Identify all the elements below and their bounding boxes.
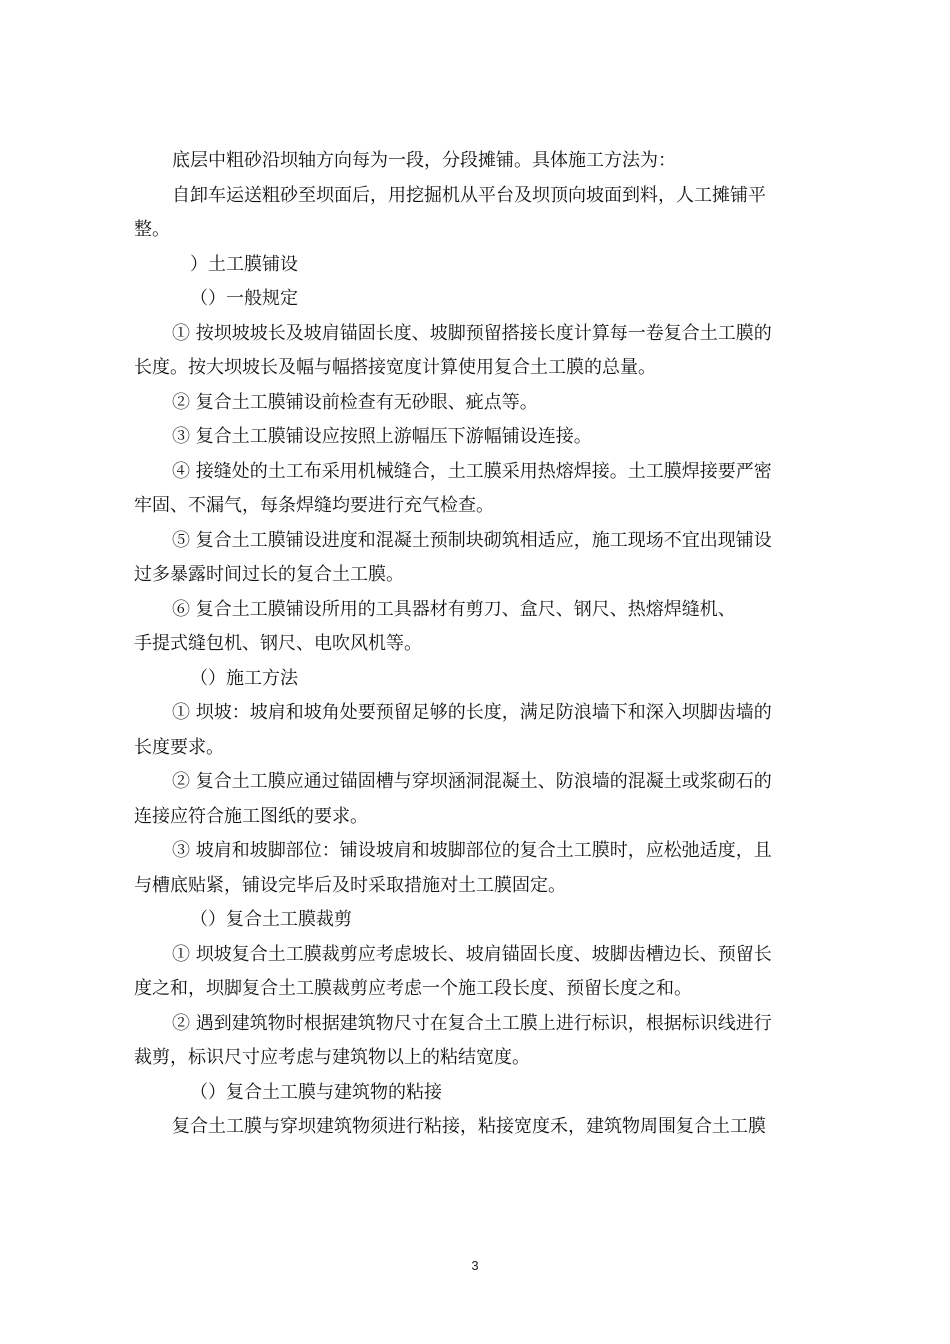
text-line: ② 复合土工膜铺设前检查有无砂眼、疵点等。 xyxy=(172,391,538,413)
text-line: ）土工膜铺设 xyxy=(190,253,298,275)
text-line: 自卸车运送粗砂至坝面后，用挖掘机从平台及坝顶向坡面到料，人工摊铺平 xyxy=(172,184,766,206)
body-text xyxy=(134,144,824,1145)
text-line: ② 复合土工膜应通过锚固槽与穿坝涵洞混凝土、防浪墙的混凝土或浆砌石的 xyxy=(172,771,772,792)
text-line: ② 遇到建筑物时根据建筑物尺寸在复合土工膜上进行标识，根据标识线进行 xyxy=(172,1012,772,1034)
text-line: 度之和，坝脚复合土工膜裁剪应考虑一个施工段长度、预留长度之和。 xyxy=(134,978,692,999)
text-line: ④ 接缝处的土工布采用机械缝合，土工膜采用热熔焊接。土工膜焊接要严密 xyxy=(172,460,772,482)
text-line: ③ 坡肩和坡脚部位：铺设坡肩和坡脚部位的复合土工膜时，应松弛适度，且 xyxy=(172,840,772,861)
text-line: ③ 复合土工膜铺设应按照上游幅压下游幅铺设连接。 xyxy=(172,426,592,447)
page-number: 3 xyxy=(471,1258,479,1273)
text-line: 连接应符合施工图纸的要求。 xyxy=(134,805,368,827)
text-line: 底层中粗砂沿坝轴方向每为一段，分段摊铺。具体施工方法为： xyxy=(172,150,676,171)
text-line: 手提式缝包机、钢尺、电吹风机等。 xyxy=(134,633,422,654)
text-line: ① 按坝坡坡长及坡肩锚固长度、坡脚预留搭接长度计算每一卷复合土工膜的 xyxy=(172,322,772,344)
text-line: 整。 xyxy=(134,219,170,240)
text-line: ⑤ 复合土工膜铺设进度和混凝土预制块砌筑相适应，施工现场不宜出现铺设 xyxy=(172,529,772,551)
text-line: （）复合土工膜裁剪 xyxy=(190,909,352,930)
text-line: 复合土工膜与穿坝建筑物须进行粘接，粘接宽度禾，建筑物周围复合土工膜 xyxy=(172,1116,766,1137)
text-line: 牢固、不漏气，每条焊缝均要进行充气检查。 xyxy=(134,495,494,516)
text-line: 与槽底贴紧，铺设完毕后及时采取措施对土工膜固定。 xyxy=(134,874,566,896)
text-line: （）施工方法 xyxy=(190,667,298,689)
text-line: ① 坝坡复合土工膜裁剪应考虑坡长、坡肩锚固长度、坡脚齿槽边长、预留长 xyxy=(172,943,772,965)
text-line: （）复合土工膜与建筑物的粘接 xyxy=(190,1081,442,1103)
text-line: 长度。按大坝坡长及幅与幅搭接宽度计算使用复合土工膜的总量。 xyxy=(134,357,656,378)
text-line: 裁剪，标识尺寸应考虑与建筑物以上的粘结宽度。 xyxy=(134,1047,530,1068)
text-line: ⑥ 复合土工膜铺设所用的工具器材有剪刀、盒尺、钢尺、热熔焊缝机、 xyxy=(172,598,736,620)
text-line: ① 坝坡：坡肩和坡角处要预留足够的长度，满足防浪墙下和深入坝脚齿墙的 xyxy=(172,702,772,723)
text-line: 长度要求。 xyxy=(134,736,224,758)
text-line: （）一般规定 xyxy=(190,288,298,309)
text-line: 过多暴露时间过长的复合土工膜。 xyxy=(134,564,404,585)
